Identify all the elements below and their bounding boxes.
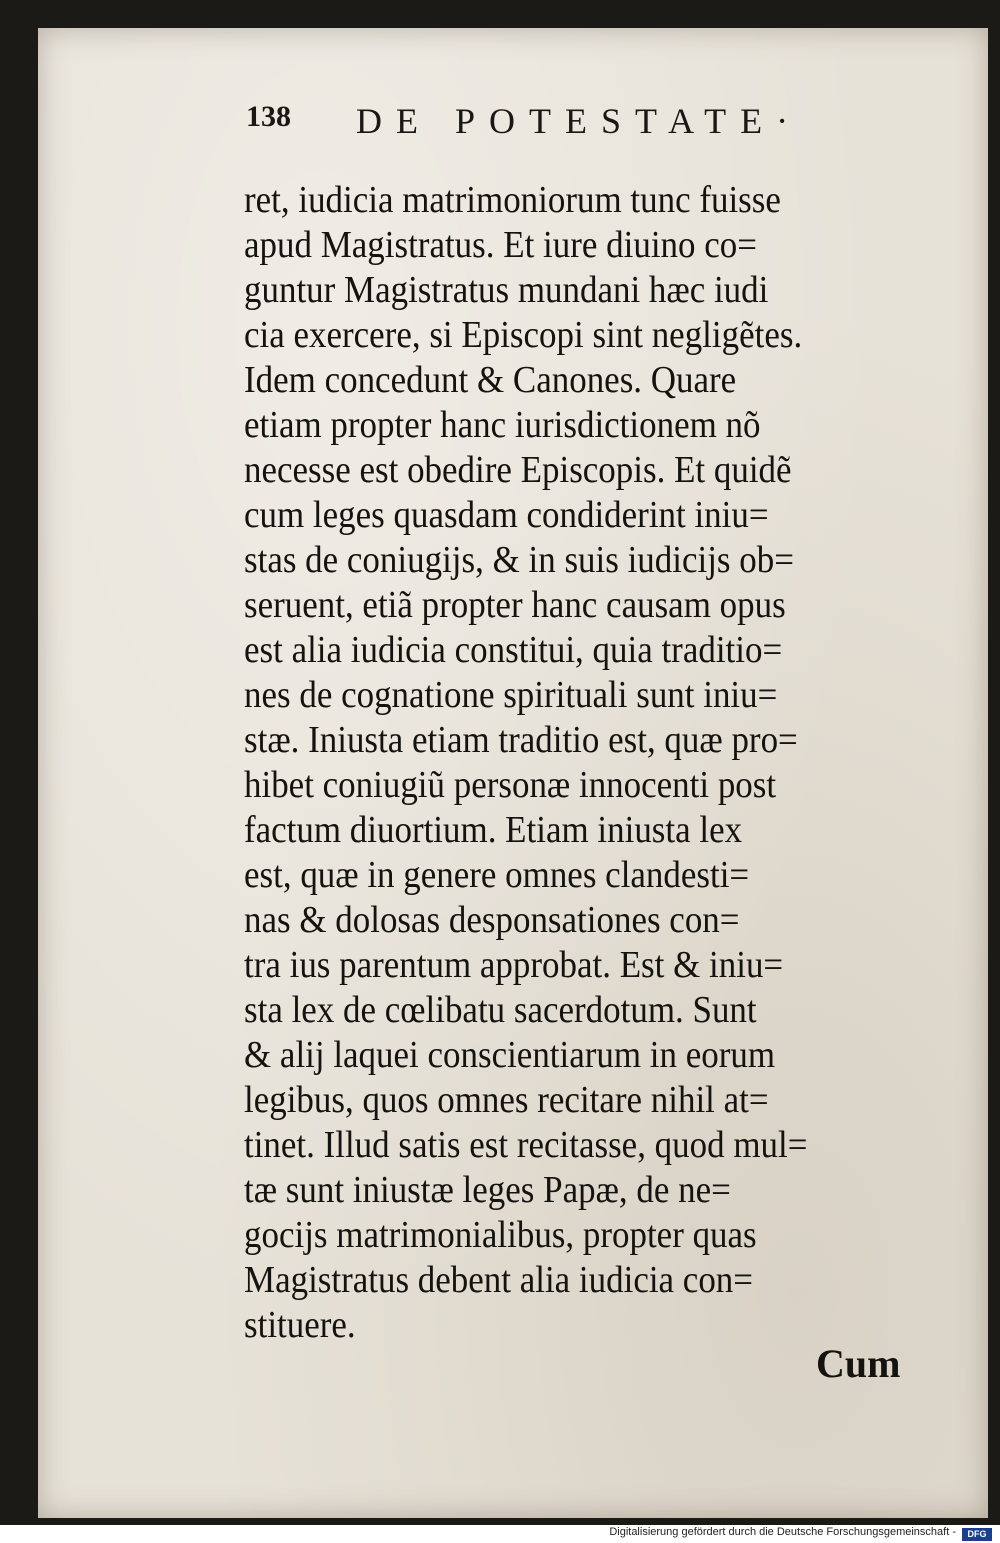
text-line: tæ sunt iniustæ leges Papæ, de ne= [244, 1169, 731, 1211]
text-line: tra ius parentum approbat. Est & iniu= [244, 944, 784, 986]
text-line: tinet. Illud satis est recitasse, quod mul= [244, 1124, 808, 1166]
text-line: stituere. [244, 1304, 356, 1346]
text-line: hibet coniugiũ personæ innocenti post [244, 764, 777, 806]
text-line: est alia iudicia constitui, quia traditio= [244, 629, 783, 671]
running-head: DE POTESTATE· [356, 101, 803, 141]
text-line: est, quæ in genere omnes clandesti= [244, 854, 750, 896]
text-line: sta lex de cœlibatu sacerdotum. Sunt [244, 989, 757, 1031]
text-line: ret, iudicia matrimoniorum tunc fuisse [244, 179, 781, 221]
text-line: cia exercere, si Episcopi sint negligẽtes. [244, 314, 803, 356]
text-line: nas & dolosas desponsationes con= [244, 899, 740, 941]
body-text [244, 178, 924, 1348]
text-line: nes de cognatione spirituali sunt iniu= [244, 674, 778, 716]
text-line: cum leges quasdam condiderint iniu= [244, 494, 769, 536]
text-line: seruent, etiã propter hanc causam opus [244, 584, 786, 626]
text-line: gocijs matrimonialibus, propter quas [244, 1214, 757, 1256]
text-line: guntur Magistratus mundani hæc iudi [244, 269, 769, 311]
text-line: stæ. Iniusta etiam traditio est, quæ pro= [244, 719, 798, 761]
text-line: etiam propter hanc iurisdictionem nõ [244, 404, 761, 446]
text-line: stas de coniugijs, & in suis iudicijs ob= [244, 539, 794, 581]
text-line: Magistratus debent alia iudicia con= [244, 1259, 754, 1301]
text-line: & alij laquei conscientiarum in eorum [244, 1034, 776, 1076]
funding-credit: Digitalisierung gefördert durch die Deutsche Forschungsgemeinschaft - [609, 1526, 956, 1538]
dfg-logo-icon: DFG [962, 1528, 992, 1541]
text-line: factum diuortium. Etiam iniusta lex [244, 809, 743, 851]
text-line: apud Magistratus. Et iure diuino co= [244, 224, 757, 266]
text-line: Idem concedunt & Canones. Quare [244, 359, 737, 401]
page-header [246, 100, 846, 150]
text-line: necesse est obedire Episcopis. Et quidẽ [244, 449, 792, 491]
text-line: legibus, quos omnes recitare nihil at= [244, 1079, 769, 1121]
page-number: 138 [246, 100, 291, 133]
catchword: Cum [816, 1341, 901, 1386]
